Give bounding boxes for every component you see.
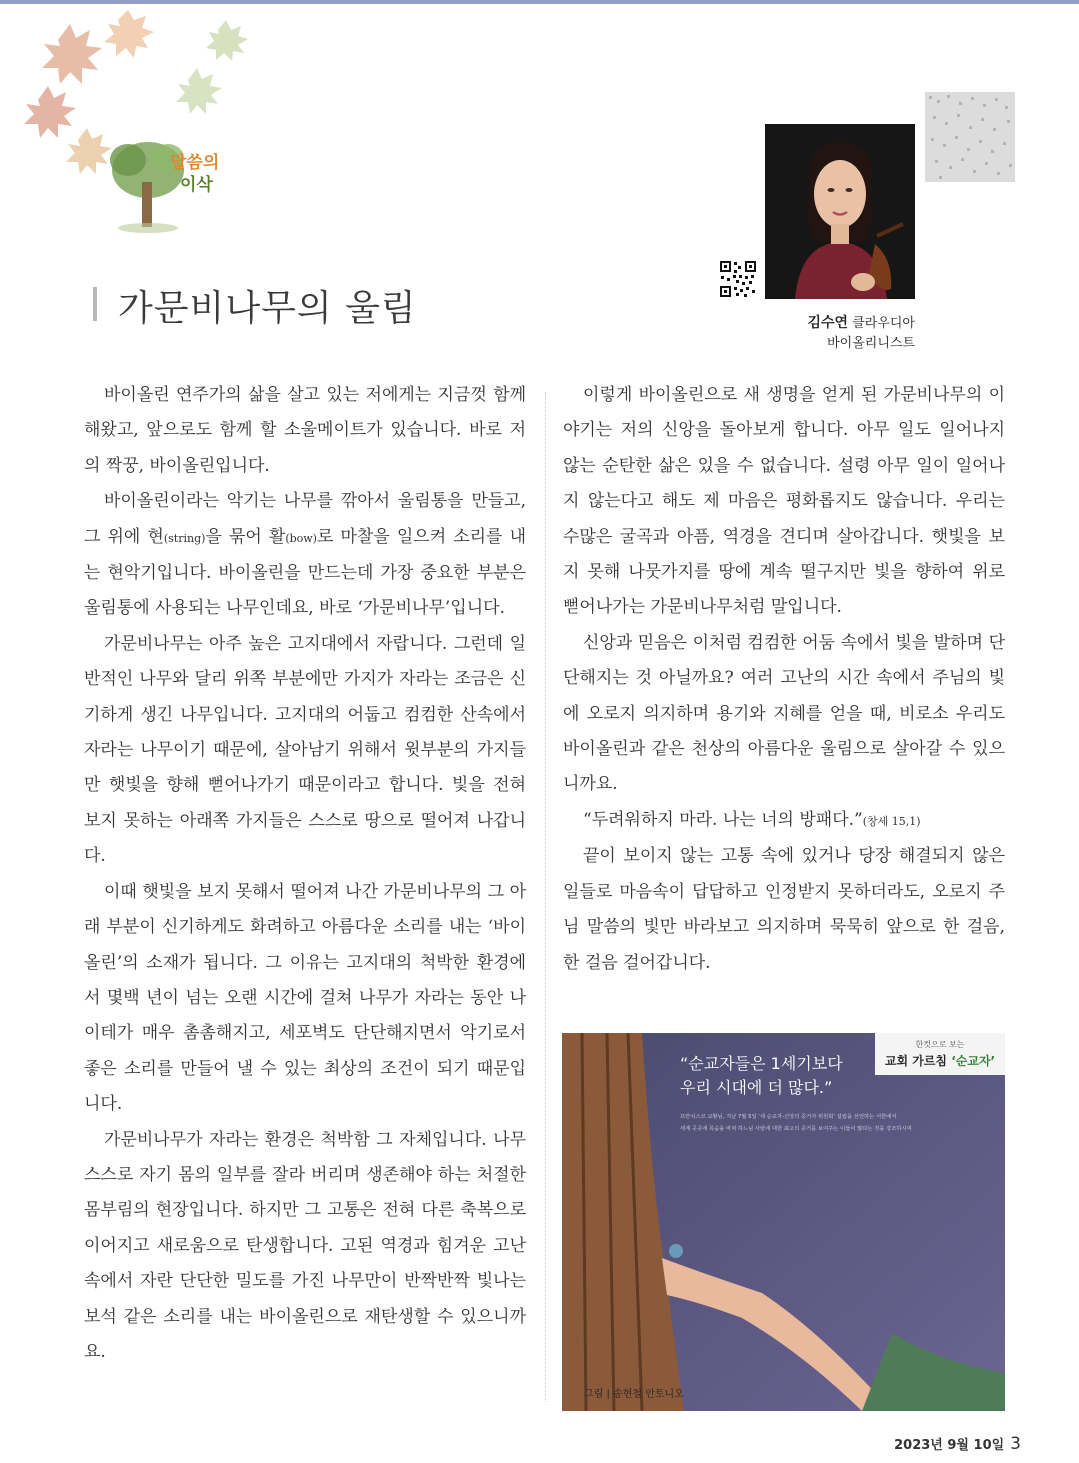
cartoon-panel	[562, 1033, 1005, 1411]
paragraph: 이때 햇빛을 보지 못해서 떨어져 나간 가문비나무의 그 아래 부분이 신기하게도 화려하고 아름다운 소리를 내는 ‘바이올린’의 소재가 됩니다. 그 이유는 고지대의 척박한 환경에서 몇백 년이 넘는 오랜 시간에 걸쳐 나무가 자라는 동안 나이테가 매우 촘촘해지고, 세포벽도 단단해지면서 악기로서 좋은 소리를 만들어 낼 수 있는 최상의 조건이 되기 때문입니다.	[84, 881, 526, 1115]
right-column	[563, 378, 1005, 981]
scripture-quote: “두려워하지 마라. 나는 너의 방패다.”(창세 15,1)	[583, 809, 921, 830]
author-credit	[780, 313, 915, 354]
badge-main: 교회 가르침	[884, 1054, 952, 1068]
paragraph: 신앙과 믿음은 이처럼 컴컴한 어둠 속에서 빛을 발하며 단단해지는 것 아닐까요? 여러 고난의 시간 속에서 주님의 빛에 오로지 의지하며 용기와 지혜를 얻을 때, 비로소 우리도 바이올린과 같은 천상의 아름다운 울림으로 살아갈 수 있으니까요.	[563, 632, 1005, 795]
paragraph: 끝이 보이지 않는 고통 속에 있거나 당장 해결되지 않은 일들로 마음속이 답답하고 인정받지 못하더라도, 오로지 주님 말씀의 빛만 바라보고 의지하며 묵묵히 앞으로 한 걸음, 한 걸음 걸어갑니다.	[563, 846, 1005, 973]
cartoon-credit: 그림 | 송현철 안토니오	[584, 1389, 684, 1400]
paragraph: 바이올린이라는 악기는 나무를 깎아서 울림통을 만들고, 그 위에 현(string)을 묶어 활(bow)로 마찰을 일으켜 소리를 내는 현악기입니다. 바이올린을 만드는데 가장 중요한 부분은 울림통에 사용되는 나무인데요, 바로 ‘가문비나무’입니다.	[84, 491, 526, 619]
issue-date: 2023년 9월 10일	[894, 1438, 1005, 1453]
author-name: 김수연	[807, 315, 849, 331]
badge-small: 한컷으로 보는	[915, 1040, 965, 1049]
cartoon-caption-2: 세계 곳곳에 목숨을 바쳐 하느님 사랑에 대한 최고의 증거를 보여주는 이들이 많다는 것을 강조하시며	[680, 1126, 912, 1132]
paragraph: 바이올린 연주가의 삶을 살고 있는 저에게는 지금껏 함께 해왔고, 앞으로도 함께 할 소울메이트가 있습니다. 바로 저의 짝꿍, 바이올린입니다.	[84, 385, 526, 476]
page-number: 3	[1010, 1434, 1021, 1454]
author-role2: 바이올리니스트	[827, 336, 915, 351]
cartoon-headline-1: “순교자들은 1세기보다	[680, 1054, 843, 1073]
paragraph: 가문비나무가 자라는 환경은 척박함 그 자체입니다. 나무 스스로 자기 몸의 일부를 잘라 버리며 생존해야 하는 처절한 몸부림의 현장입니다. 하지만 그 고통은 전혀 다른 축복으로 이어지고 새로움으로 탄생합니다. 고된 역경과 힘겨운 고난 속에서 자란 단단한 밀도를 가진 나무만이 반짝반짝 빛나는 보석 같은 소리를 내는 바이올린으로 재탄생할 수 있으니까요.	[84, 1129, 526, 1362]
title-accent-bar	[93, 287, 97, 321]
paragraph: 이렇게 바이올린으로 새 생명을 얻게 된 가문비나무의 이야기는 저의 신앙을 돌아보게 합니다. 아무 일도 일어나지 않는 순탄한 삶은 있을 수 없습니다. 설령 아무 일이 일어나지 않는다고 해도 제 마음은 평화롭지도 않습니다. 우리는 수많은 굴곡과 아픔, 역경을 견디며 살아갑니다. 햇빛을 보지 못해 나뭇가지를 땅에 계속 떨구지만 빛을 향하여 위로 뻗어나가는 가문비나무처럼 말입니다.	[563, 385, 1005, 618]
paragraph: 가문비나무는 아주 높은 고지대에서 자랍니다. 그런데 일반적인 나무와 달리 위쪽 부분에만 가지가 자라는 조금은 신기하게 생긴 나무입니다. 고지대의 어둡고 컴컴한 산속에서 자라는 나무이기 때문에, 살아남기 위해서 윗부분의 가지들만 햇빛을 향해 뻗어나가기 때문이라고 합니다. 빛을 전혀 보지 못하는 아래쪽 가지들은 스스로 땅으로 떨어져 나갑니다.	[84, 633, 526, 867]
svg-text:교회 가르침 ‘순교자’	[885, 1053, 995, 1068]
badge-accent: ‘순교자’	[951, 1054, 996, 1068]
section-tag-line2: 이삭	[180, 175, 213, 195]
author-portrait	[765, 124, 915, 299]
column-divider	[545, 392, 546, 1402]
qr-code-icon[interactable]	[719, 260, 757, 298]
author-role1: 클라우디아	[852, 316, 915, 331]
left-column	[84, 378, 526, 1370]
cartoon-headline-2: 우리 시대에 더 많다.”	[680, 1078, 833, 1097]
page-footer	[894, 1434, 1021, 1454]
section-tag	[170, 152, 219, 196]
top-border	[0, 0, 1079, 4]
article-title: 가문비나무의 울림	[118, 288, 417, 329]
cartoon-caption-1: 프란치스코 교황님, 지난 7월 5일 ‘새 순교자-신앙의 증거자 위원회’ 설립을 선언하는 서한에서	[680, 1114, 897, 1120]
pattern-square	[925, 92, 1015, 182]
section-tag-line1: 말씀의	[170, 153, 220, 173]
leaves-illustration	[18, 10, 268, 235]
